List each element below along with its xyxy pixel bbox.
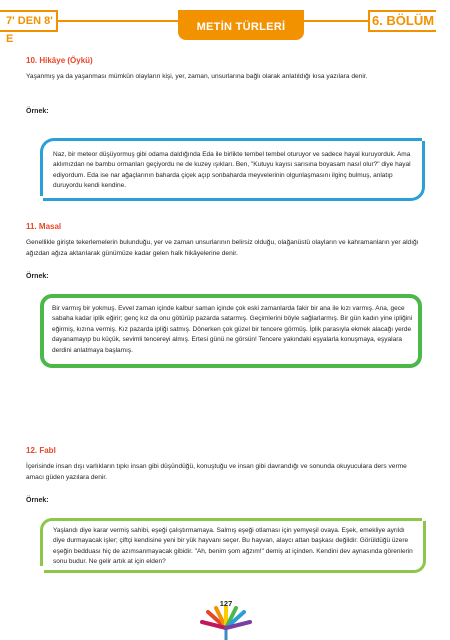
section-definition-masal: Genellikle girişte tekerlemelerin bulunduğu, yer ve zaman unsurlarının belirsiz olduğu, olağanüstü olayların ve kahramanların yer aldığı ağızdan ağıza aktarılarak günümüze kadar gelen halk hikâyelerine denir. — [26, 239, 419, 257]
example-label-hikaye: Örnek: — [26, 108, 49, 115]
example-label-fabl: Örnek: — [26, 497, 49, 504]
flower-decoration-icon — [196, 606, 256, 640]
header-divider-right — [304, 20, 368, 22]
grade-label: 7' DEN 8' E — [0, 10, 58, 32]
section-definition-fabl: İçerisinde insan dışı varlıkların tıpkı insan gibi düşündüğü, konuştuğu ve insan gibi davrandığı ve sonunda okuyuculara ders verme amacı güden yazılara denir. — [26, 463, 407, 481]
section-heading-masal: 11. Masal — [26, 222, 62, 231]
section-heading-fabl: 12. Fabl — [26, 446, 56, 455]
example-label-masal: Örnek: — [26, 273, 49, 280]
header-divider-left — [58, 20, 178, 22]
section-heading-hikaye: 10. Hikâye (Öykü) — [26, 56, 93, 65]
example-text-hikaye: Naz, bir meteor düşüyormuş gibi odama daldığında Eda ile birlikte tembel tembel oturuyor ve sadece hayal kuruyorduk. Ama aklımızdan ne bambu ormanları geçiyordu ne de kuzey ışıkları. Ben, "Kutuyu kayısı sarısına boyasam nasıl olur?" diye hayal ediyordum. Eda ise nar ağaçlarının baharda çiçek açıp sonbaharda meyvelerinin olgunlaşmasını ilginç bulmuş, anlatıp duruyordu kendi kendine. — [53, 151, 411, 190]
example-text-fabl: Yaşlandı diye karar vermiş sahibi, eşeği çalıştırmamaya. Salmış eşeği otlaması için yemyeşil ovaya. Eşek, emekliye ayrıldı diye durmayacak işler; çiftçi kendisine yeni bir yük hayvanı seçer. Bu hayvan, alaycı attan başkası değildir. Görüldüğü üzere eşeğin bedduası hiç de azımsanmayacak gibidir. "Ah, benim şom ağzım!" demiş at içinden. Kendini dev aynasında görenlerin sonu budur. Ne gelir artık at için elden? — [53, 527, 413, 566]
chapter-label: 6. BÖLÜM — [368, 10, 436, 32]
example-text-masal: Bir varmış bir yokmuş. Evvel zaman içinde kalbur saman içinde çok eski zamanlarda fakir bir ana ile kızı varmış. Ana, gece sabaha kadar iplik eğirir; genç kız da onu götürüp pazarda satarmış. Geçimlerini böyle sağlarlarmış. Bir gün kadın yine ipliğini eğirmiş, kızına vermiş. Kız pazarda ipliği satmış. Dönerken çok güzel bir tencere görmüş. İplik parasıyla ekmek alacağı yerde dayanamayıp bu küçük, sevimli tencereyi almış. Ertesi günü ne görsün! Tencere yakındaki eşyalarla konuşmaya, eşyalara derdini anlatmaya başlamış. — [52, 305, 413, 354]
page-number: 127 — [219, 599, 233, 608]
section-definition-hikaye: Yaşanmış ya da yaşanması mümkün olayların kişi, yer, zaman, unsurlarına bağlı olarak anlatıldığı kısa yazılara denir. — [26, 73, 368, 80]
page-title: METİN TÜRLERİ — [178, 10, 304, 40]
